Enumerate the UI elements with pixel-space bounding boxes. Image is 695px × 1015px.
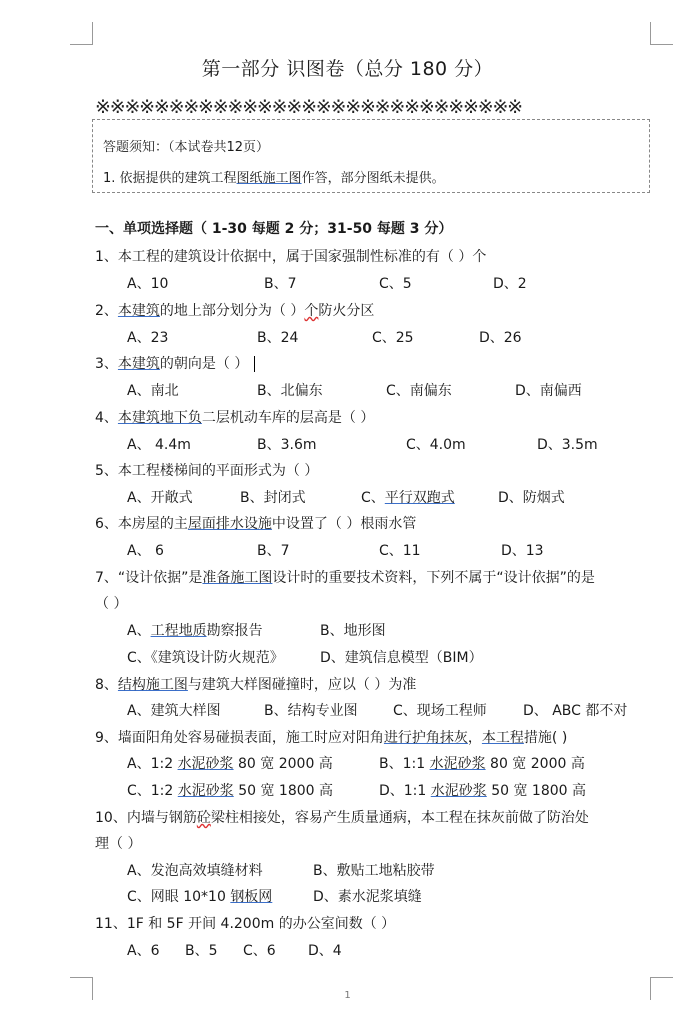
q5-option-d: D、防烟式 [498,490,565,506]
q6-option-c: C、11 [379,543,421,559]
notice-line-1: 答题须知：（本试卷共12页） [103,140,270,155]
q1-option-b: B、7 [264,276,297,292]
question-2: 2、本建筑的地上部分划分为（ ）个防火分区 [95,303,375,319]
star-divider: ※※※※※※※※※※※※※※※※※※※※※※※※※※※※※ [95,96,522,118]
question-11: 11、1F 和 5F 开间 4.200m 的办公室间数（ ） [95,916,396,932]
q3-option-a: A、南北 [127,383,179,399]
q6-option-d: D、13 [501,543,544,559]
question-5: 5、本工程楼梯间的平面形式为（ ） [95,463,319,479]
q4-option-a: A、 4.4m [127,437,191,453]
q5-option-a: A、开敞式 [127,490,193,506]
q1-option-c: C、5 [379,276,412,292]
text-cursor [254,356,255,372]
q10-option-d: D、素水泥浆填缝 [313,889,422,905]
q2-option-c: C、25 [372,330,414,346]
q2-option-d: D、26 [479,330,522,346]
q8-option-b: B、结构专业图 [264,703,358,719]
q7-option-c: C、《建筑设计防火规范》 [127,650,284,666]
q2-option-a: A、23 [127,330,169,346]
q3-option-c: C、南偏东 [386,383,452,399]
q11-option-d: D、4 [308,943,342,959]
question-10-continued: 理（ ） [95,836,142,852]
q11-option-c: C、6 [243,943,276,959]
question-8: 8、结构施工图与建筑大样图碰撞时，应以（ ）为准 [95,677,417,693]
q3-option-b: B、北偏东 [257,383,323,399]
question-9: 9、墙面阳角处容易碰损表面，施工时应对阳角进行护角抹灰，本工程措施( ) [95,730,568,746]
q4-option-c: C、4.0m [406,437,466,453]
q9-option-c: C、1:2 水泥砂浆 50 宽 1800 高 [127,783,334,799]
q3-option-d: D、南偏西 [515,383,582,399]
section-heading: 一、单项选择题（ 1-30 每题 2 分；31-50 每题 3 分） [95,221,453,237]
q7-option-d: D、建筑信息模型（BIM） [320,650,483,666]
q2-option-b: B、24 [257,330,299,346]
q4-option-d: D、3.5m [537,437,598,453]
q11-option-b: B、5 [185,943,218,959]
question-6: 6、本房屋的主屋面排水设施中设置了（ ）根雨水管 [95,516,417,532]
question-1: 1、本工程的建筑设计依据中，属于国家强制性标准的有（ ）个 [95,249,487,265]
question-4: 4、本建筑地下负二层机动车库的层高是（ ） [95,410,375,426]
q6-option-b: B、7 [257,543,290,559]
q7-option-a: A、工程地质勘察报告 [127,623,263,639]
q9-option-d: D、1:1 水泥砂浆 50 宽 1800 高 [379,783,587,799]
question-10: 10、内墙与钢筋砼梁柱相接处，容易产生质量通病，本工程在抹灰前做了防治处 [95,810,589,826]
q8-option-d: D、 ABC 都不对 [523,703,628,719]
q11-option-a: A、6 [127,943,160,959]
q10-option-b: B、敷贴工地粘胶带 [313,863,435,879]
notice-line-2: 1. 依据提供的建筑工程图纸施工图作答，部分图纸未提供。 [103,171,445,186]
q5-option-b: B、封闭式 [240,490,306,506]
question-7: 7、“设计依据”是准备施工图设计时的重要技术资料，下列不属于“设计依据”的是 [95,570,595,586]
q10-option-a: A、发泡高效填缝材料 [127,863,263,879]
q1-option-d: D、2 [493,276,527,292]
q1-option-a: A、10 [127,276,169,292]
q4-option-b: B、3.6m [257,437,317,453]
page-title: 第一部分 识图卷（总分 180 分） [201,58,494,80]
q8-option-a: A、建筑大样图 [127,703,221,719]
crop-mark-top-right [650,22,673,45]
q10-option-c: C、网眼 10*10 钢板网 [127,889,273,905]
question-7-continued: （ ） [95,596,128,612]
q9-option-b: B、1:1 水泥砂浆 80 宽 2000 高 [379,756,585,772]
q9-option-a: A、1:2 水泥砂浆 80 宽 2000 高 [127,756,333,772]
question-3: 3、本建筑的朝向是（ ） [95,353,255,373]
q8-option-c: C、现场工程师 [393,703,487,719]
crop-mark-top-left [70,22,93,45]
q5-option-c: C、平行双跑式 [361,490,455,506]
q6-option-a: A、 6 [127,543,164,559]
notice-box [92,119,650,193]
q7-option-b: B、地形图 [320,623,386,639]
page-number: 1 [344,990,351,1001]
